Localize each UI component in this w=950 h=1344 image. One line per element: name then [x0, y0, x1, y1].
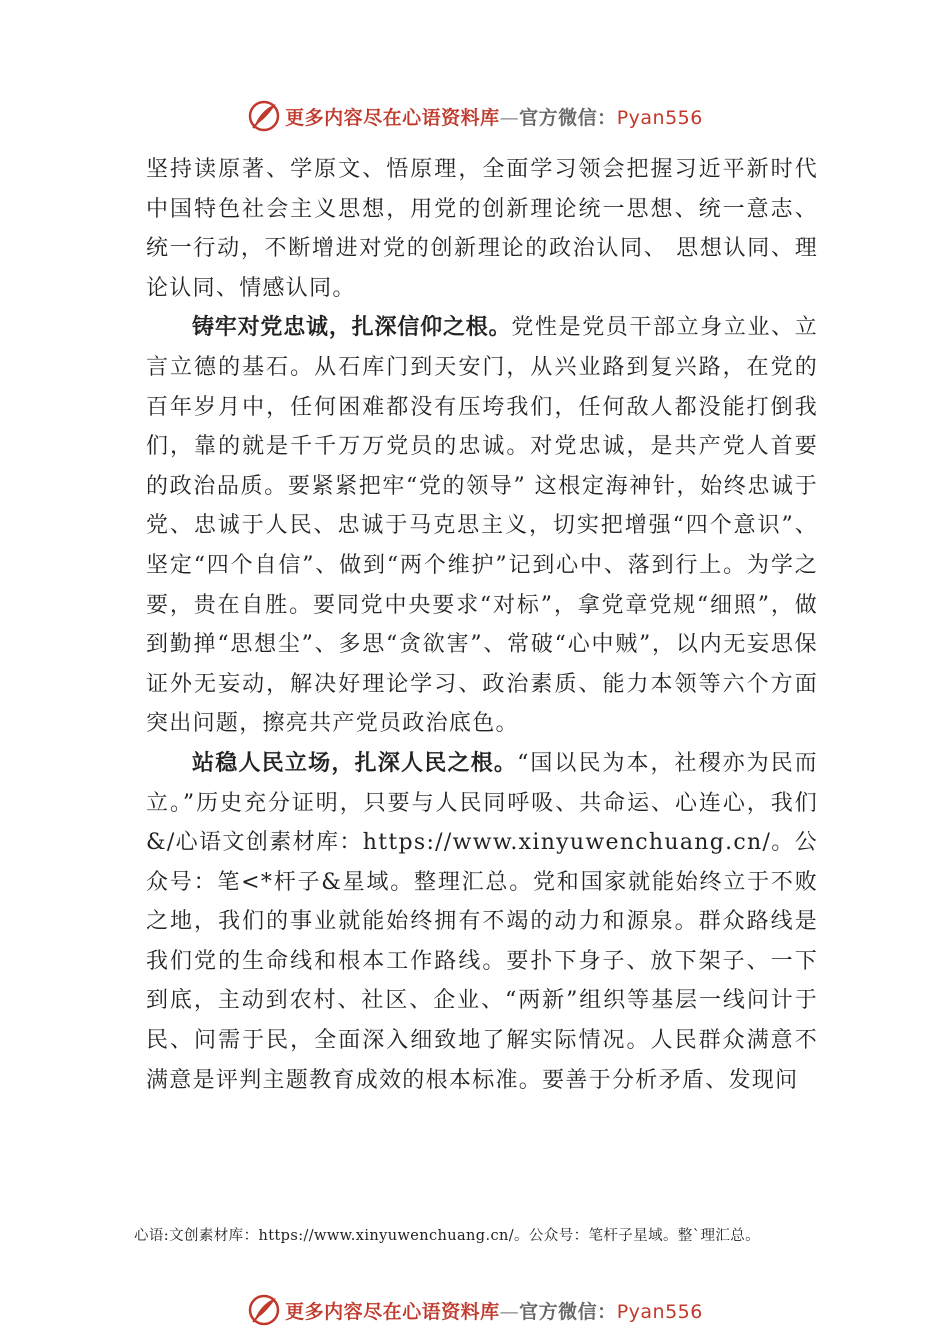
footer-banner: [0, 1290, 950, 1330]
paragraph-3: [146, 744, 818, 1100]
paragraph-1-text: 坚持读原著、学原文、悟原理，全面学习领会把握习近平新时代中国特色社会主义思想，用党的创新理论统一思想、统一意志、统一行动，不断增进对党的创新理论的政治认同、 思想认同、理论认同、情感认同。: [146, 157, 818, 301]
banner-wechat-label: 官方微信：: [519, 106, 617, 129]
quill-pen-logo-icon: [247, 99, 281, 133]
paragraph-2: [146, 308, 818, 744]
banner-dash: —: [499, 1300, 520, 1323]
footer-note: 心语:文创素材库：https://www.xinyuwenchuang.cn/。公众号：笔杆子星域。整`理汇总。: [134, 1228, 761, 1244]
document-body: [146, 150, 818, 1100]
banner-dash: —: [499, 106, 520, 129]
paragraph-3-text: “国以民为本，社稷亦为民而立。”历史充分证明，只要与人民同呼吸、共命运、心连心，我们&/心语文创素材库：https://www.xinyuwenchuang.cn/。公众号：笔<*杆子&星域。整理汇总。党和国家就能始终立于不败之地，我们的事业就能始终拥有不竭的动力和源泉。群众路线是我们党的生命线和根本工作路线。要扑下身子、放下架子、一下到底，主动到农村、社区、企业、“两新”组织等基层一线问计于民、问需于民，全面深入细致地了解实际情况。人民群众满意不满意是评判主题教育成效的根本标准。要善于分析矛盾、发现问: [146, 750, 818, 1093]
paragraph-2-text: 党性是党员干部立身立业、立言立德的基石。从石库门到天安门，从兴业路到复兴路，在党的百年岁月中，任何困难都没有压垮我们，任何敌人都没能打倒我们，靠的就是千千万万党员的忠诚。对党忠诚，是共产党人首要的政治品质。要紧紧把牢“党的领导” 这根定海神针，始终忠诚于党、忠诚于人民、忠诚于马克思主义，切实把增强“四个意识”、坚定“四个自信”、做到“两个维护”记到心中、落到行上。为学之要，贵在自胜。要同党中央要求“对标”，拿党章党规“细照”，做到勤掸“思想尘”、多思“贪欲害”、常破“心中贼”，以内无妄思保证外无妄动，解决好理论学习、政治素质、能力本领等六个方面突出问题，擦亮共产党员政治底色。: [146, 315, 818, 737]
banner-wechat-label: 官方微信：: [519, 1300, 617, 1323]
paragraph-1: [146, 150, 818, 308]
paragraph-2-lead: 铸牢对党忠诚，扎深信仰之根。: [192, 315, 512, 341]
quill-pen-logo-icon: [247, 1293, 281, 1327]
banner-wechat-id: Pyan556: [616, 106, 703, 129]
banner-text: [285, 103, 703, 130]
header-banner: [0, 96, 950, 136]
banner-wechat-id: Pyan556: [616, 1300, 703, 1323]
paragraph-3-lead: 站稳人民立场，扎深人民之根。: [192, 750, 518, 776]
banner-text: [285, 1297, 703, 1324]
banner-title: 更多内容尽在心语资料库: [285, 106, 500, 129]
banner-title: 更多内容尽在心语资料库: [285, 1300, 500, 1323]
